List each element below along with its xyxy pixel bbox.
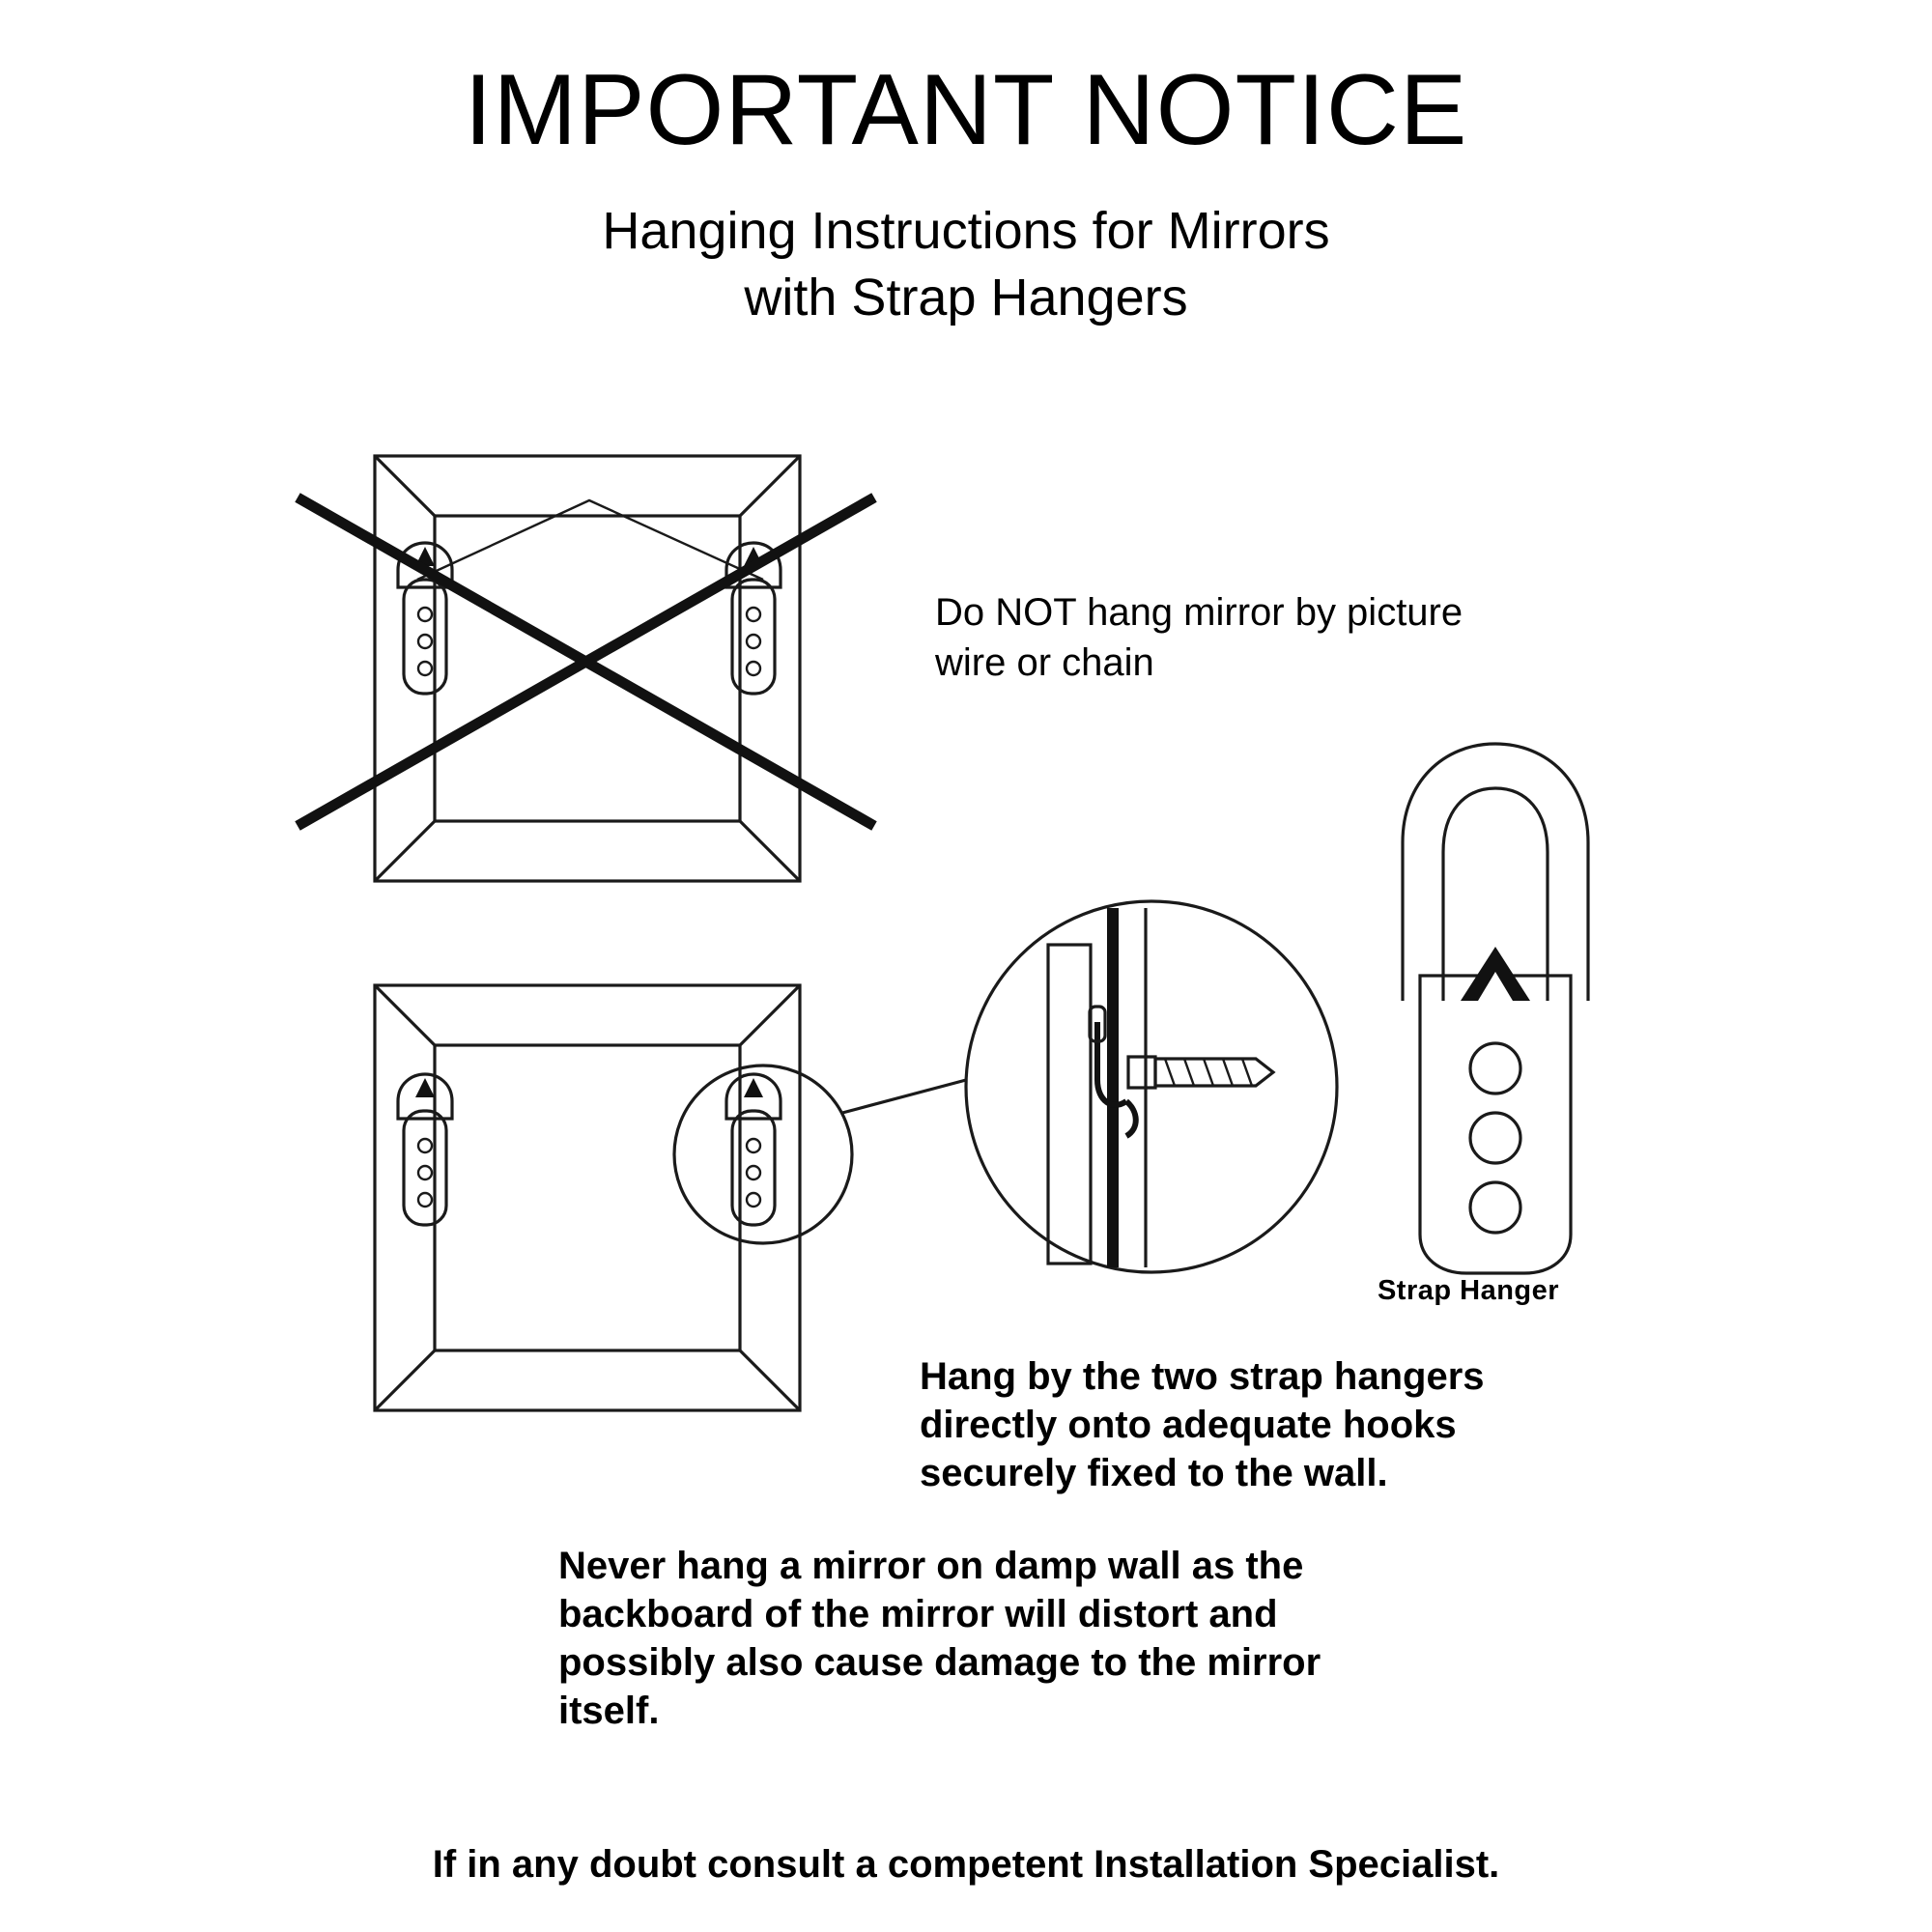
bottom-frame-strap-hanger-right: [726, 1074, 781, 1225]
magnifier-ring: [674, 1065, 966, 1243]
cross-out-mark: [298, 497, 874, 826]
note-consult-specialist: If in any doubt consult a competent Installation Specialist.: [432, 1843, 1500, 1886]
note-hang-by-straps: Hang by the two strap hangers directly onto adequate hooks securely fixed to the wall.: [920, 1355, 1485, 1494]
strap-hanger-label: Strap Hanger: [1377, 1275, 1560, 1306]
picture-wire: [417, 500, 763, 580]
bottom-mirror-frame: [375, 985, 800, 1410]
bottom-frame-strap-hanger-left: [398, 1074, 452, 1225]
note-do-not-hang: Do NOT hang mirror by picture wire or chain: [935, 591, 1463, 684]
note-damp-wall: Never hang a mirror on damp wall as the backboard of the mirror will distort and possibly also cause damage to the mirror itself.: [558, 1545, 1321, 1732]
subtitle-line-2: with Strap Hangers: [744, 269, 1188, 327]
top-frame-strap-hanger-right: [726, 543, 781, 694]
subtitle-line-1: Hanging Instructions for Mirrors: [602, 202, 1330, 260]
top-mirror-frame: [375, 456, 800, 881]
page-subtitle: [0, 198, 1932, 331]
screw: [1128, 1057, 1273, 1088]
page-title: IMPORTANT NOTICE: [464, 54, 1468, 166]
top-frame-strap-hanger-left: [398, 543, 452, 694]
strap-hanger-closeup: [1403, 744, 1588, 1273]
